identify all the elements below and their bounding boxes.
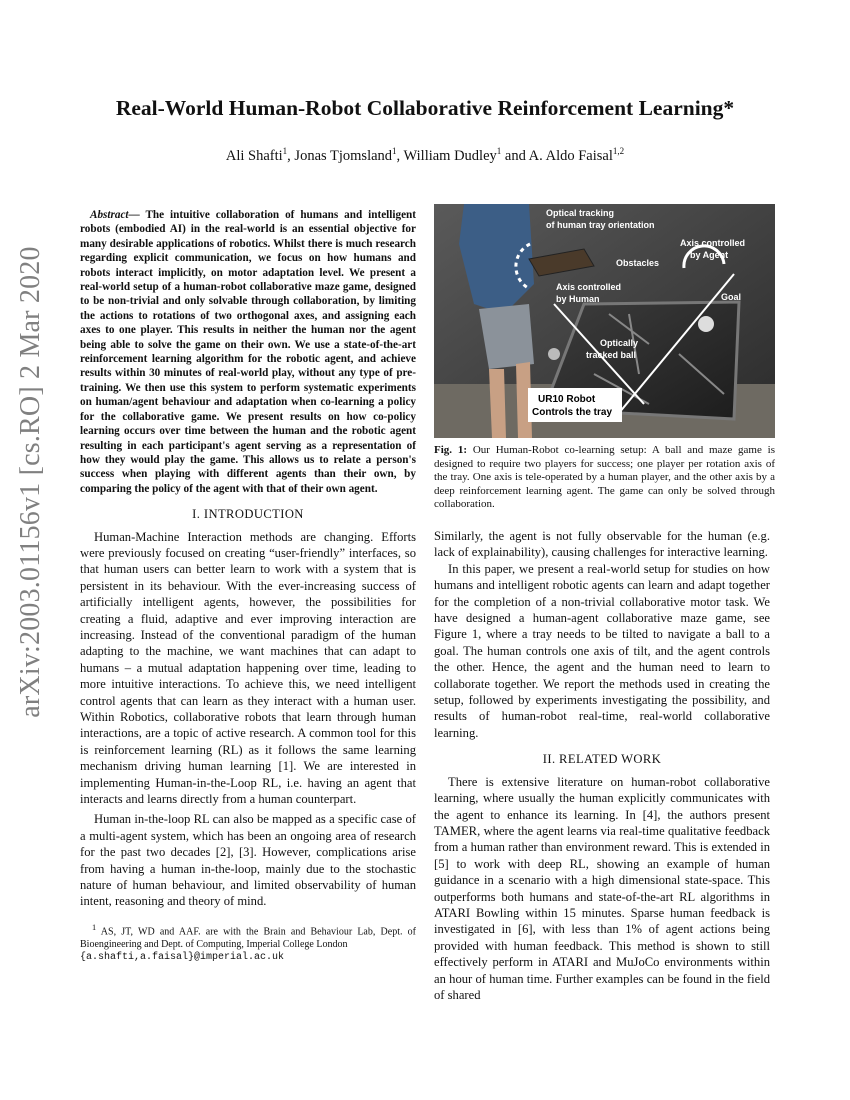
paper-title: Real-World Human-Robot Collaborative Reinforcement Learning* [115,96,735,120]
figure-1-illustration [434,204,775,438]
author-list: Ali Shafti$^1$, Jonas Tjomsland$^1$, William Dudley$^1$ and A. Aldo Faisal$^{1,2}$ [225,146,625,164]
label-ball: Optically [600,338,639,348]
label-axis-human: Axis controlled [556,282,622,292]
label-ball: tracked ball [586,350,637,360]
right-paragraph-1: Similarly, the agent is not fully observable for the human (e.g. lack of explainability), causing challenges for interactive learning. [434,529,770,560]
label-obstacles: Obstacles [616,258,660,268]
label-goal: Goal [721,292,742,302]
footnote-marker: 1 [92,922,97,932]
intro-paragraph-2: Human in-the-loop RL can also be mapped as a specific case of a multi-agent system, which has been an ongoing area of research for the past two decades [2], [3]. However, complications arise from having a human in-the-loop, mainly due to the stochastic nature of human behaviour, and limited observability of human intent, reasoning and theory of mind. [80,812,416,909]
label-ur10: Controls the tray [532,407,613,418]
goal-marker [698,316,714,332]
label-axis-agent: by Agent [690,250,729,260]
author-affiliation: 1 [496,146,502,156]
related-paragraph-1: There is extensive literature on human-robot collaborative learning, where usually the human explicitly communicates with the agent to enhance its learning. In [4], the authors present TAMER, where the agent learns via real-time qualitative feedback from a human rather than environment reward. This is extended in [5] to work with deep RL, showing an example of human guidance in a scenario with a high dimensional state-space. This outperforms both humans and state-of-the-art RL algorithms in ATARI Bowling within 15 minutes. Sparse human feedback is investigated in [6], with less than 1% of agent actions being provided with human feedback. This method is shown to still effectively perform in ATARI and MuJoCo environments within an hour of human time. Further examples can be found in the field of shared [434,774,770,1002]
author-name: Jonas Tjomsland [294,147,393,164]
abstract [80,208,416,496]
abstract-label: Abstract [90,209,129,221]
right-column [434,528,770,1003]
section-heading-introduction: I. INTRODUCTION [192,507,304,522]
author-affiliation: 1 [392,146,397,156]
footnote-text: AS, JT, WD and AAF. are with the Brain and Behaviour Lab, Dept. of Bioengineering and Dept. of Computing, Imperial College London [80,926,416,950]
label-ur10: UR10 Robot [538,394,596,405]
footnote [80,922,416,965]
ball [548,348,560,360]
intro-paragraph-1: Human-Machine Interaction methods are changing. Efforts were previously focused on creating “user-friendly” interfaces, so that human users can better learn to work with a system that is persistent in its behaviour. With the ever-increasing success of artificially intelligent agents, however, the possibilities for creating a fluid, adaptive and ever improving interaction are increasing. Instead of the conventional paradigm of the human adapting to the machine, we want machines that can adapt to humans – a mutual adaptation happening over time, leading to more intuitive interactions. To achieve this, we need intelligent control agents that can learn as they interact with a human user. Within Robotics, collaborative robots that learn through human interactions, are a topic of active research. A common tool for this is reinforcement learning (RL) as it follows the same learning mechanism driving human learning [1]. We are interested in implementing Human-in-the-Loop RL, i.e. having an agent that interacts and learns directly from a human counterpart. [80,529,416,807]
caption-text: Our Human-Robot co-learning setup: A ball and maze game is designed to require two players for success; one player per rotation axis of the tray. One axis is tele-operated by a human player, and the other axis by a deep reinforcement learning agent. The game can only be solved through collaboration. [434,444,775,511]
caption-label: Fig. 1: [434,444,467,456]
figure-1-caption [434,444,775,512]
author-name: A. Aldo Faisal [528,147,613,164]
author-name: Ali Shafti [225,147,283,164]
label-optical-tracking: Optical tracking [546,208,615,218]
label-axis-human: by Human [556,294,600,304]
label-axis-agent: Axis controlled [680,238,746,248]
section-heading-related-work: II. RELATED WORK [542,752,662,767]
abstract-text: — The intuitive collaboration of humans and intelligent robots (embodied AI) in the real-world is an essential objective for many desirable applications of robotics. Whilst there is much research regarding explicit communication, we focus on how humans and robots interact implicitly, on motor adaptation level. We present a real-world setup of a human-robot collaborative maze game, designed to be non-trivial and only solvable through collaboration, by limiting the actions to rotations of two orthogonal axes, and assigning each axes to one player. This results in neither the human nor the agent being able to solve the game on their own. We use a state-of-the-art reinforcement learning algorithm for the robotic agent, and achieve results within 30 minutes of real-world play, without any type of pre-training. We then use this system to perform systematic experiments on human/agent behaviour and adaptation when co-learning a policy for the collaborative game. We present results on how co-policy learning occurs over time between the human and the robotic agent resulting in each participant's agent serving as a representation of how they would play the game. This allows us to relate a person's success when playing with different agents than their own, by comparing the policy of the agent with that of their own agent. [80,209,416,495]
arxiv-stamp: arXiv:2003.01156v1 [cs.RO] 2 Mar 2020 [15,246,46,718]
right-paragraph-2: In this paper, we present a real-world setup for studies on how humans and intelligent robotic agents can learn and adapt together for the completion of a non-trivial collaborative motor task. We have designed a human-agent collaborative maze game, see Figure 1, where a tray needs to be tilted to navigate a ball to a goal. The human controls one axis of tilt, and the agent controls the other. Hence, the agent and the human need to learn to collaborate together. We report the methods used in creating the setup, followed by experiments investigating the possibility, and results of human-robot real-time, real-world collaborative learning. [434,561,770,740]
figure-1-photo [434,204,775,438]
left-column [80,208,416,965]
author-name: William Dudley [403,147,497,164]
footnote-email: {a.shafti,a.faisal}@imperial.ac.uk [80,952,285,964]
label-optical-tracking: of human tray orientation [546,220,655,230]
author-affiliation: 1 [282,146,288,156]
author-affiliation: 1,2 [612,146,625,156]
